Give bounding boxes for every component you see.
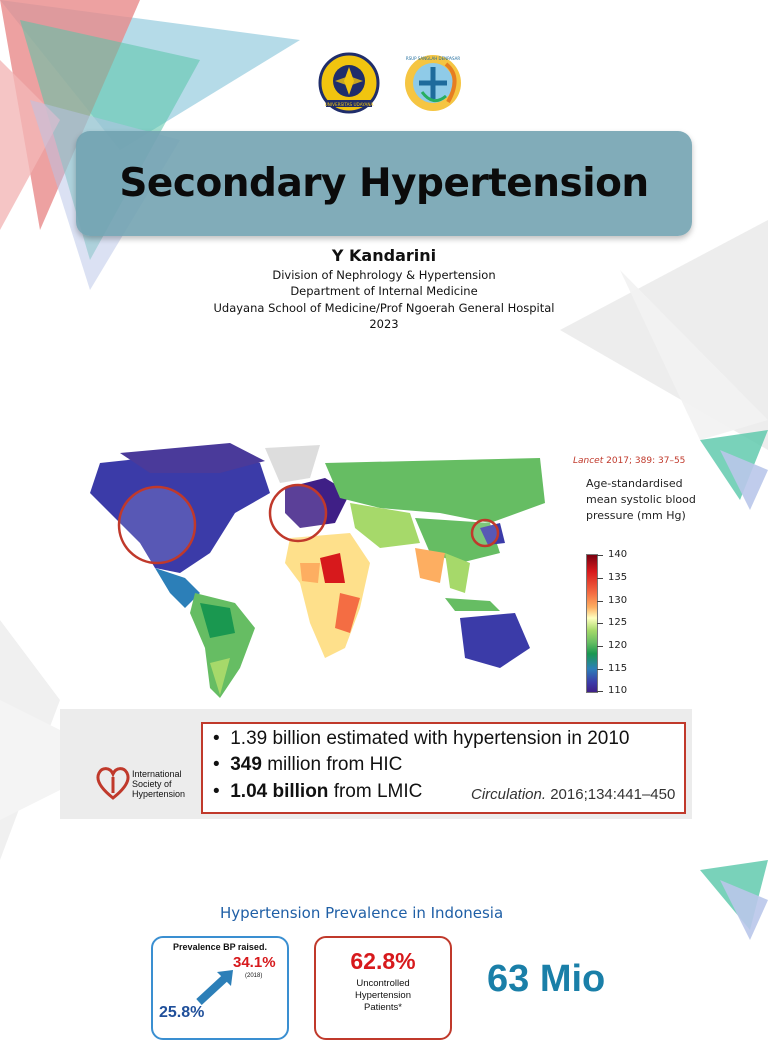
affiliation-line: Division of Nephrology & Hypertension <box>272 268 496 282</box>
colorbar-tick-label: 130 <box>608 595 628 606</box>
ish-logo-text: International Society of Hypertension <box>132 769 186 799</box>
uncontrolled-value: 62.8% <box>350 948 416 974</box>
slide-title: Secondary Hypertension <box>119 161 649 206</box>
prevalence-card-label: Prevalence BP raised. <box>173 942 267 952</box>
prevalence-2018-value: 34.1% <box>233 954 276 971</box>
affiliation-line: Department of Internal Medicine <box>290 284 478 298</box>
colorbar-tick-mark <box>597 669 603 670</box>
title-box <box>76 131 692 236</box>
colorbar-tick-label: 140 <box>608 549 628 560</box>
uncontrolled-card <box>314 936 452 1040</box>
prevalence-card <box>151 936 289 1040</box>
affiliation-line: Udayana School of Medicine/Prof Ngoerah General Hospital <box>213 301 555 315</box>
colorbar-legend-title: Age-standardised mean systolic blood pressure (mm Hg) <box>586 477 696 522</box>
world-map <box>60 433 560 709</box>
colorbar-tick-label: 125 <box>608 617 628 628</box>
colorbar-tick-mark <box>597 646 603 647</box>
colorbar-tick-mark <box>597 623 603 624</box>
colorbar-tick-mark <box>597 578 603 579</box>
author-name: Y Kandarini <box>331 246 437 265</box>
prevalence-heading: Hypertension Prevalence in Indonesia <box>220 904 504 922</box>
circulation-reference: Circulation. 2016;134:441–450 <box>471 786 676 803</box>
world-bp-figure <box>60 433 696 819</box>
trend-up-arrow-icon <box>195 968 235 1006</box>
affiliation-year: 2023 <box>369 317 399 331</box>
colorbar-tick-mark <box>597 691 603 692</box>
logo-text-udayana: UNIVERSITAS UDAYANA <box>324 102 374 107</box>
udayana-university-logo <box>318 52 380 114</box>
colorbar-tick-label: 135 <box>608 572 628 583</box>
stat-line-total: • 1.39 billion estimated with hypertension in 2010 <box>213 728 630 749</box>
prevalence-previous-value: 25.8% <box>159 1004 205 1021</box>
hypertension-stats-box <box>201 722 686 814</box>
map-area <box>60 433 696 709</box>
stat-line-hic: • 349 million from HIC <box>213 754 403 775</box>
colorbar-tick-label: 120 <box>608 640 628 651</box>
ish-heart-logo <box>96 765 130 801</box>
colorbar-tick-mark <box>597 601 603 602</box>
uncontrolled-label: Uncontrolled Hypertension Patients* <box>355 978 411 1013</box>
prevalence-2018-year: (2018) <box>245 973 263 979</box>
colorbar-tick-label: 115 <box>608 663 628 674</box>
colorbar-tick-label: 110 <box>608 685 628 696</box>
logo-text-hospital: RSUP SANGLAH DENPASAR <box>405 56 461 61</box>
hospital-logo <box>402 52 464 114</box>
stat-line-lmic: • 1.04 billion from LMIC <box>213 781 423 802</box>
colorbar-tick-mark <box>597 555 603 556</box>
lancet-reference: Lancet 2017; 389: 37–55 <box>573 456 686 466</box>
population-count: 63 Mio <box>487 958 606 1000</box>
